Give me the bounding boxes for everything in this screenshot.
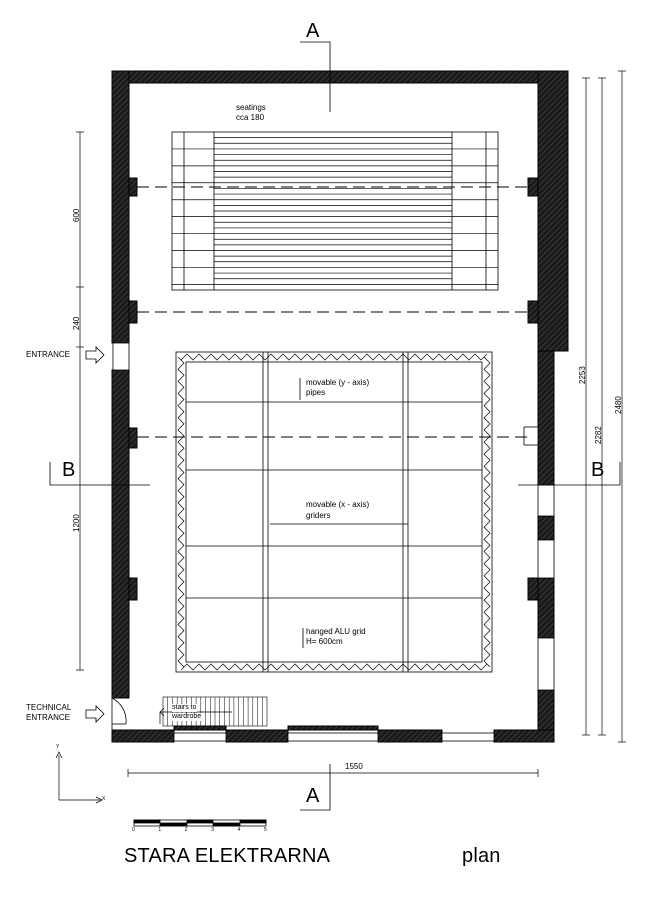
drawing-view-label: plan: [462, 845, 501, 867]
seatings-label-line1: seatings: [236, 103, 266, 112]
girders-label-line2: griders: [306, 511, 331, 520]
scale-bar-tick-label: 0: [132, 827, 135, 833]
girders-label-line1: movable (x - axis): [306, 500, 370, 509]
section-b-left-label: B: [62, 459, 76, 481]
technical-entrance-door: [112, 698, 126, 730]
pipes-label-line1: movable (y - axis): [306, 378, 370, 387]
dimension-seating-depth: 600: [72, 208, 81, 222]
section-a-bottom-label: A: [306, 785, 320, 807]
section-b-right-label: B: [591, 459, 605, 481]
alu-grid: [176, 352, 492, 672]
technical-entrance-label-line2: ENTRANCE: [26, 713, 71, 722]
dimension-inner-length-b: 2282: [594, 426, 603, 444]
entrance-arrow-icon: [86, 347, 104, 363]
dimension-grid-depth: 1200: [72, 514, 81, 532]
scale-bar-tick-label: 1: [158, 827, 162, 833]
seating-rows: [172, 138, 498, 285]
axis-y-label: Y: [56, 744, 60, 750]
zigzag-top: [181, 354, 487, 360]
zigzag-bottom: [181, 664, 487, 670]
scale-bar-tick-label: 2: [184, 827, 188, 833]
axis-x-label: X: [102, 796, 106, 802]
stairs-label-line2: wardrobe: [172, 713, 202, 720]
technical-entrance-label-line1: TECHNICAL: [26, 703, 72, 712]
grid-label-line1: hanged ALU grid: [306, 627, 366, 636]
grid-label-line2: H= 600cm: [306, 637, 343, 646]
entrance-label: ENTRANCE: [26, 350, 71, 359]
pipes-label-line2: pipes: [306, 388, 326, 397]
scale-bar-tick-label: 3: [211, 827, 214, 833]
scale-bar-tick-label: 4: [237, 827, 241, 833]
scale-bar-tick-label: 5: [264, 827, 267, 833]
window-openings: [113, 343, 554, 741]
grid-frame-zigzag: [178, 354, 490, 670]
dimension-gap: 240: [72, 316, 81, 330]
dimension-width: 1550: [345, 762, 363, 771]
dimension-inner-length-a: 2253: [578, 366, 587, 384]
section-a-top-label: A: [306, 20, 320, 42]
zigzag-left: [178, 357, 184, 667]
zigzag-right: [484, 357, 490, 667]
drawing-title: STARA ELEKTRARNA: [124, 845, 331, 867]
dimension-outer-length: 2480: [614, 396, 623, 414]
scale-bar: [134, 820, 266, 826]
stairs-label-line1: stairs to: [172, 704, 197, 711]
technical-entrance-arrow-icon: [86, 706, 104, 722]
dashed-lines: [137, 187, 528, 437]
section-cut-lines: [50, 42, 620, 810]
axis-icon: [56, 752, 102, 803]
seatings-label-line2: cca 180: [236, 113, 265, 122]
